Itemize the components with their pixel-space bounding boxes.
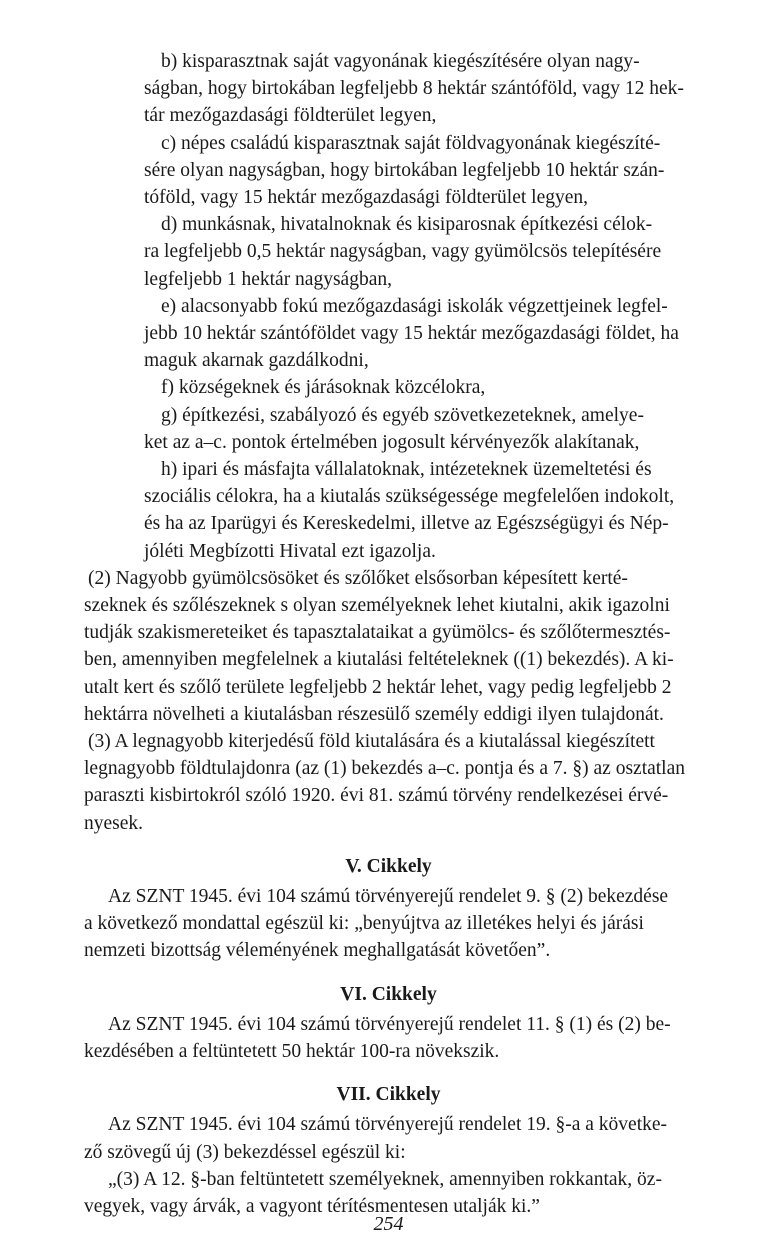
text-line: „(3) A 12. §-ban feltüntetett személyeknek, amennyiben rokkantak, öz- <box>108 1168 662 1190</box>
text-line: jóléti Megbízotti Hivatal ezt igazolja. <box>144 540 436 562</box>
text-line: g) építkezési, szabályozó és egyéb szövetkezeteknek, amelye- <box>161 404 644 426</box>
text-line: és ha az Iparügyi és Kereskedelmi, illetve az Egészségügyi és Nép- <box>144 513 669 535</box>
text-line: ben, amennyiben megfelelnek a kiutalási feltételeknek ((1) bekezdés). A ki- <box>84 649 674 671</box>
text-line: hektárra növelheti a kiutalásban részesülő személy eddigi ilyen tulajdonát. <box>84 703 664 725</box>
text-line: maguk akarnak gazdálkodni, <box>144 350 369 372</box>
text-line: szociális célokra, ha a kiutalás szükségessége megfelelően indokolt, <box>144 486 675 508</box>
text-line: h) ipari és másfajta vállalatoknak, intézeteknek üzemeltetési és <box>161 459 652 480</box>
text-line: kezdésében a feltüntetett 50 hektár 100-ra növekszik. <box>84 1041 500 1062</box>
text-line: ket az a–c. pontok értelmében jogosult kérvényezők alakítanak, <box>144 431 640 453</box>
text-line: vegyek, vagy árvák, a vagyont térítésmentesen utalják ki.” <box>84 1196 540 1217</box>
text-line: ságban, hogy birtokában legfeljebb 8 hektár szántóföld, vagy 12 hek- <box>144 78 684 100</box>
text-line: legnagyobb földtulajdonra (az (1) bekezdés a–c. pontja és a 7. §) az osztatlan <box>84 758 686 780</box>
text-line: szeknek és szőlészeknek s olyan személyeknek lehet kiutalni, akik igazolni <box>84 595 670 616</box>
text-line: legfeljebb 1 hektár nagyságban, <box>144 268 392 290</box>
text-line: paraszti kisbirtokról szóló 1920. évi 81. számú törvény rendelkezései érvé- <box>84 785 669 807</box>
text-line: utalt kert és szőlő területe legfeljebb 2 hektár lehet, vagy pedig legfeljebb 2 <box>84 676 672 698</box>
text-line: e) alacsonyabb fokú mezőgazdasági iskolák végzettjeinek legfel- <box>161 295 668 317</box>
section-heading: VI. Cikkely <box>340 983 437 1005</box>
text-line: nemzeti bizottság véleményének meghallgatását követően”. <box>84 940 551 962</box>
text-line: a következő mondattal egészül ki: „benyújtva az illetékes helyi és járási <box>84 913 644 935</box>
text-line: b) kisparasztnak saját vagyonának kiegészítésére olyan nagy- <box>161 51 640 72</box>
section-heading: VII. Cikkely <box>336 1084 441 1106</box>
text-line: Az SZNT 1945. évi 104 számú törvényerejű rendelet 19. §-a a követke- <box>108 1114 668 1136</box>
text-line: tóföld, vagy 15 hektár mezőgazdasági földterület legyen, <box>144 187 589 208</box>
text-line: jebb 10 hektár szántóföldet vagy 15 hektár mezőgazdasági földet, ha <box>144 323 679 344</box>
text-line: sére olyan nagyságban, hogy birtokában legfeljebb 10 hektár szán- <box>144 159 665 181</box>
text-line: ző szövegű új (3) bekezdéssel egészül ki: <box>84 1141 406 1163</box>
text-line: Az SZNT 1945. évi 104 számú törvényerejű rendelet 9. § (2) bekezdése <box>108 886 669 907</box>
text-line: nyesek. <box>84 812 144 834</box>
text-line: c) népes családú kisparasztnak saját földvagyonának kiegészíté- <box>161 132 661 154</box>
text-line: tár mezőgazdasági földterület legyen, <box>144 105 437 127</box>
section-heading: V. Cikkely <box>345 855 432 877</box>
text-line: f) községeknek és járásoknak közcélokra, <box>161 377 486 399</box>
text-line: tudják szakismereteiket és tapasztalataikat a gyümölcs- és szőlőtermesztés- <box>84 622 671 644</box>
text-line: (2) Nagyobb gyümölcsösöket és szőlőket elsősorban képesített kerté- <box>88 567 628 589</box>
text-line: (3) A legnagyobb kiterjedésű föld kiutalására és a kiutalással kiegészített <box>88 731 655 752</box>
text-line: ra legfeljebb 0,5 hektár nagyságban, vagy gyümölcsös telepítésére <box>144 241 662 263</box>
text-line: Az SZNT 1945. évi 104 számú törvényerejű rendelet 11. § (1) és (2) be- <box>108 1013 671 1035</box>
page-number: 254 <box>373 1213 404 1235</box>
text-line: d) munkásnak, hivatalnoknak és kisiparosnak építkezési célok- <box>161 214 653 236</box>
